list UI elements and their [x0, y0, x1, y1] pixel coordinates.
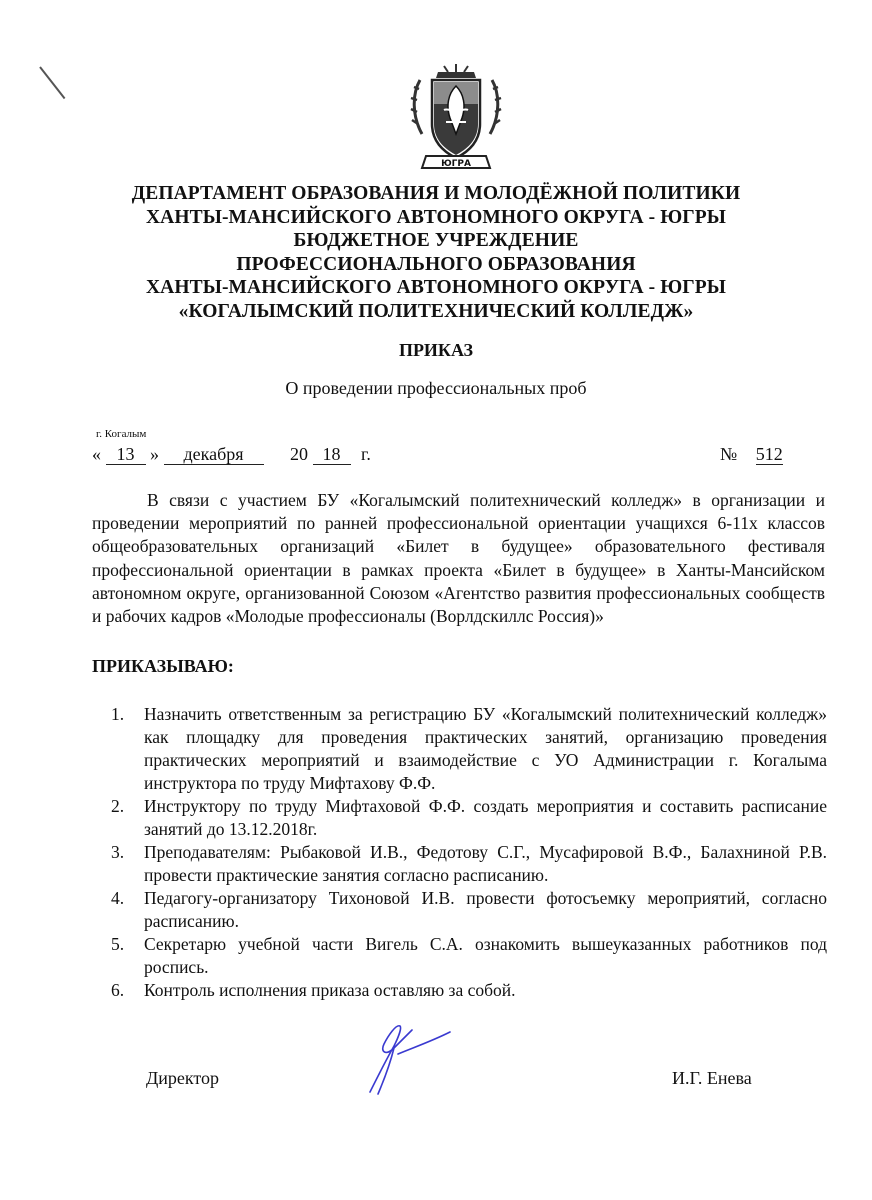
order-item-text: Педагогу-организатору Тихоновой И.В. провести фотосъемку мероприятий, согласно расписанию. [144, 888, 827, 931]
order-item-text: Инструктору по труду Мифтаховой Ф.Ф. создать мероприятия и составить расписание занятий до 13.12.2018г. [144, 796, 827, 839]
date-year: 18 [313, 445, 351, 465]
coat-of-arms-emblem [408, 64, 504, 174]
header-line: БЮДЖЕТНОЕ УЧРЕЖДЕНИЕ [293, 230, 579, 251]
handwritten-signature [350, 1018, 460, 1098]
order-items-list [111, 703, 827, 1002]
order-item-text: Преподавателям: Рыбаковой И.В., Федотову С.Г., Мусафировой В.Ф., Балахниной Р.В. провести практические занятия согласно расписанию. [144, 842, 827, 885]
order-item-text: Контроль исполнения приказа оставляю за собой. [144, 980, 516, 1000]
order-item [111, 703, 827, 795]
preamble-paragraph: В связи с участием БУ «Когалымский политехнический колледж» в организации и проведении мероприятий по ранней профессиональной ориентации учащихся 6-11х классов общеобразовательных организаций «Билет в будущее» образовательного фестиваля профессиональной ориентации в рамках проекта «Билет в будущее» в Ханты-Мансийском автономном округе, организованной Союзом «Агентство развития профессиональных сообществ и рабочих кадров «Молодые профессионалы (Ворлдскиллс Россия)» [92, 490, 825, 627]
signatory-role: Директор [146, 1068, 220, 1088]
document-type-title: ПРИКАЗ [398, 340, 474, 360]
number-value: 512 [755, 444, 783, 464]
order-item [111, 933, 827, 979]
emblem-ribbon-text: ЮГРА [441, 159, 471, 169]
order-item-text: Назначить ответственным за регистрацию БУ «Когалымский политехнический колледж» как площадку для проведения практических занятий, организацию проведения практических мероприятий и взаимодействие с УО Администрации г. Когалыма инструктора по труду Мифтахову Ф.Ф. [144, 704, 827, 793]
date-month: декабря [164, 445, 264, 465]
order-item [111, 795, 827, 841]
header-line: ПРОФЕССИОНАЛЬНОГО ОБРАЗОВАНИЯ [236, 253, 636, 275]
order-heading: ПРИКАЗЫВАЮ: [92, 656, 234, 676]
document-number [720, 444, 783, 465]
document-subject: О проведении профессиональных проб [285, 378, 587, 398]
date-suffix: г. [361, 444, 371, 464]
order-item-number: 1. [111, 704, 125, 724]
header-line: ДЕПАРТАМЕНТ ОБРАЗОВАНИЯ И МОЛОДЁЖНОЙ ПОЛИТИКИ [131, 183, 741, 204]
date-day: 13 [106, 445, 146, 465]
date-century: 20 [290, 444, 308, 464]
order-item-number: 2. [111, 796, 125, 816]
header-line: ХАНТЫ-МАНСИЙСКОГО АВТОНОМНОГО ОКРУГА - ЮГРЫ [145, 206, 727, 228]
organization-header [60, 182, 812, 323]
document-date [92, 444, 371, 465]
header-line: ХАНТЫ-МАНСИЙСКОГО АВТОНОМНОГО ОКРУГА - ЮГРЫ [145, 277, 727, 298]
order-item-number: 6. [111, 980, 125, 1000]
order-item-number: 5. [111, 934, 125, 954]
date-open-quote: « [92, 444, 101, 464]
header-line: «КОГАЛЫМСКИЙ ПОЛИТЕХНИЧЕСКИЙ КОЛЛЕДЖ» [178, 300, 694, 322]
order-item-text: Секретарю учебной части Вигель С.А. ознакомить вышеуказанных работников под роспись. [144, 934, 827, 977]
signatory-name: И.Г. Енева [672, 1068, 752, 1088]
order-item [111, 979, 827, 1002]
date-close-quote: » [150, 444, 159, 464]
order-item [111, 887, 827, 933]
order-item-number: 3. [111, 842, 125, 862]
order-item-number: 4. [111, 888, 125, 908]
scan-artifact-line [39, 66, 65, 99]
order-item [111, 841, 827, 887]
number-label: № [720, 444, 738, 464]
document-city: г. Когалым [96, 428, 147, 440]
